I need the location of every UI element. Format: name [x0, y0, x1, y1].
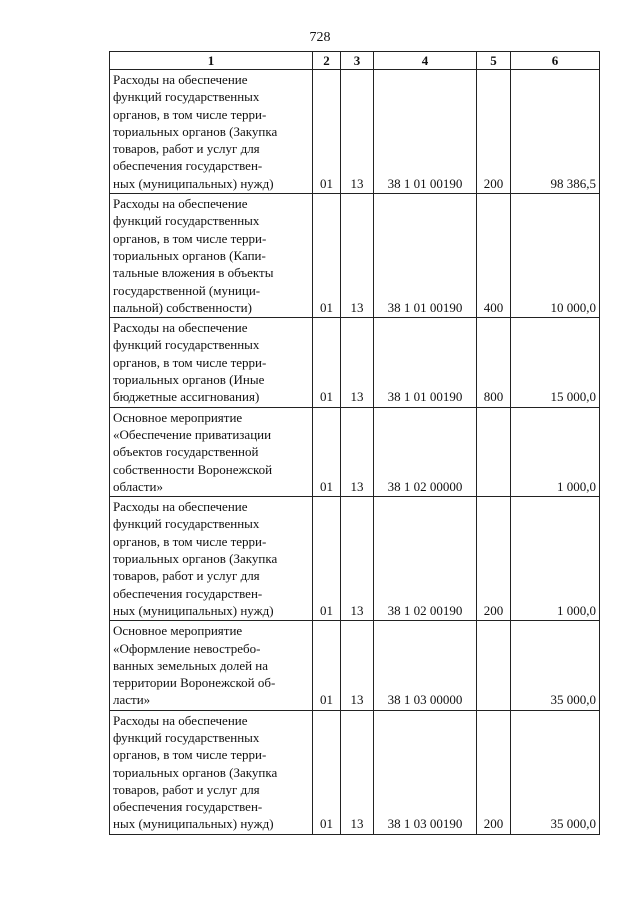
section-code: 01 [313, 621, 341, 710]
page-number: 728 [309, 30, 331, 45]
expense-description [110, 497, 313, 621]
subsection-code: 13 [341, 621, 374, 710]
amount: 15 000,0 [511, 318, 600, 407]
description-line: обеспечения государствен- [113, 158, 263, 174]
section-code: 01 [313, 497, 341, 621]
description-line: функций государственных [113, 729, 260, 745]
subsection-code: 13 [341, 318, 374, 407]
table-row [110, 621, 600, 710]
expense-type-code: 200 [477, 497, 511, 621]
table-row [110, 318, 600, 407]
description-line: органов, в том числе терри- [113, 747, 267, 763]
description-line: пальной) собственности) [113, 299, 252, 315]
expense-description [110, 407, 313, 496]
section-code: 01 [313, 710, 341, 834]
expense-description [110, 318, 313, 407]
description-line: бюджетные ассигнования) [113, 389, 260, 405]
description-line: ных (муниципальных) нужд) [113, 175, 274, 191]
expense-description [110, 194, 313, 318]
column-header: 2 [313, 52, 341, 70]
description-line: ториальных органов (Закупка [113, 551, 278, 567]
description-line: функций государственных [113, 516, 260, 532]
description-line: ванных земельных долей на [113, 657, 269, 673]
description-line: тальные вложения в объекты [113, 265, 274, 281]
description-line: ласти» [113, 692, 151, 708]
description-line: Расходы на обеспечение [113, 712, 248, 728]
description-line: ториальных органов (Иные [113, 372, 265, 388]
section-code: 01 [313, 70, 341, 194]
description-line: товаров, работ и услуг для [113, 141, 260, 157]
column-header: 5 [477, 52, 511, 70]
target-article-code: 38 1 03 00190 [374, 710, 477, 834]
description-line: «Обеспечение приватизации [113, 426, 272, 442]
section-code: 01 [313, 318, 341, 407]
description-line: Основное мероприятие [113, 623, 243, 639]
table-row [110, 497, 600, 621]
table-header-row [110, 52, 600, 70]
description-line: ториальных органов (Капи- [113, 247, 266, 263]
subsection-code: 13 [341, 194, 374, 318]
description-line: ных (муниципальных) нужд) [113, 602, 274, 618]
section-code: 01 [313, 194, 341, 318]
description-line: области» [113, 478, 163, 494]
description-line: ториальных органов (Закупка [113, 764, 278, 780]
section-code: 01 [313, 407, 341, 496]
subsection-code: 13 [341, 407, 374, 496]
expense-description [110, 70, 313, 194]
description-line: товаров, работ и услуг для [113, 781, 260, 797]
subsection-code: 13 [341, 70, 374, 194]
expense-description [110, 710, 313, 834]
target-article-code: 38 1 01 00190 [374, 318, 477, 407]
amount: 1 000,0 [511, 497, 600, 621]
column-header: 3 [341, 52, 374, 70]
expense-type-code: 400 [477, 194, 511, 318]
table-row [110, 70, 600, 194]
description-line: функций государственных [113, 337, 260, 353]
budget-table [109, 51, 600, 835]
description-line: обеспечения государствен- [113, 585, 263, 601]
expense-type-code [477, 407, 511, 496]
expense-type-code: 200 [477, 70, 511, 194]
description-line: обеспечения государствен- [113, 799, 263, 815]
amount: 35 000,0 [511, 621, 600, 710]
description-line: Расходы на обеспечение [113, 196, 248, 212]
description-line: органов, в том числе терри- [113, 230, 267, 246]
description-line: собственности Воронежской [113, 461, 273, 477]
table-row [110, 407, 600, 496]
description-line: государственной (муници- [113, 282, 261, 298]
amount: 35 000,0 [511, 710, 600, 834]
target-article-code: 38 1 03 00000 [374, 621, 477, 710]
description-line: Расходы на обеспечение [113, 320, 248, 336]
description-line: объектов государственной [113, 444, 259, 460]
description-line: Расходы на обеспечение [113, 499, 248, 515]
description-line: товаров, работ и услуг для [113, 568, 260, 584]
amount: 10 000,0 [511, 194, 600, 318]
description-line: органов, в том числе терри- [113, 533, 267, 549]
description-line: органов, в том числе терри- [113, 106, 267, 122]
description-line: Расходы на обеспечение [113, 72, 248, 87]
target-article-code: 38 1 01 00190 [374, 70, 477, 194]
table-row [110, 710, 600, 834]
amount: 98 386,5 [511, 70, 600, 194]
column-header: 1 [110, 52, 313, 70]
target-article-code: 38 1 02 00190 [374, 497, 477, 621]
target-article-code: 38 1 01 00190 [374, 194, 477, 318]
expense-type-code: 200 [477, 710, 511, 834]
expense-description [110, 621, 313, 710]
expense-type-code [477, 621, 511, 710]
description-line: ториальных органов (Закупка [113, 123, 278, 139]
subsection-code: 13 [341, 497, 374, 621]
target-article-code: 38 1 02 00000 [374, 407, 477, 496]
amount: 1 000,0 [511, 407, 600, 496]
subsection-code: 13 [341, 710, 374, 834]
description-line: ных (муниципальных) нужд) [113, 816, 274, 832]
expense-type-code: 800 [477, 318, 511, 407]
column-header: 4 [374, 52, 477, 70]
table-row [110, 194, 600, 318]
description-line: «Оформление невостребо- [113, 640, 261, 656]
description-line: функций государственных [113, 89, 260, 105]
description-line: функций государственных [113, 213, 260, 229]
description-line: органов, в том числе терри- [113, 354, 267, 370]
description-line: Основное мероприятие [113, 409, 243, 425]
column-header: 6 [511, 52, 600, 70]
description-line: территории Воронежской об- [113, 675, 276, 691]
